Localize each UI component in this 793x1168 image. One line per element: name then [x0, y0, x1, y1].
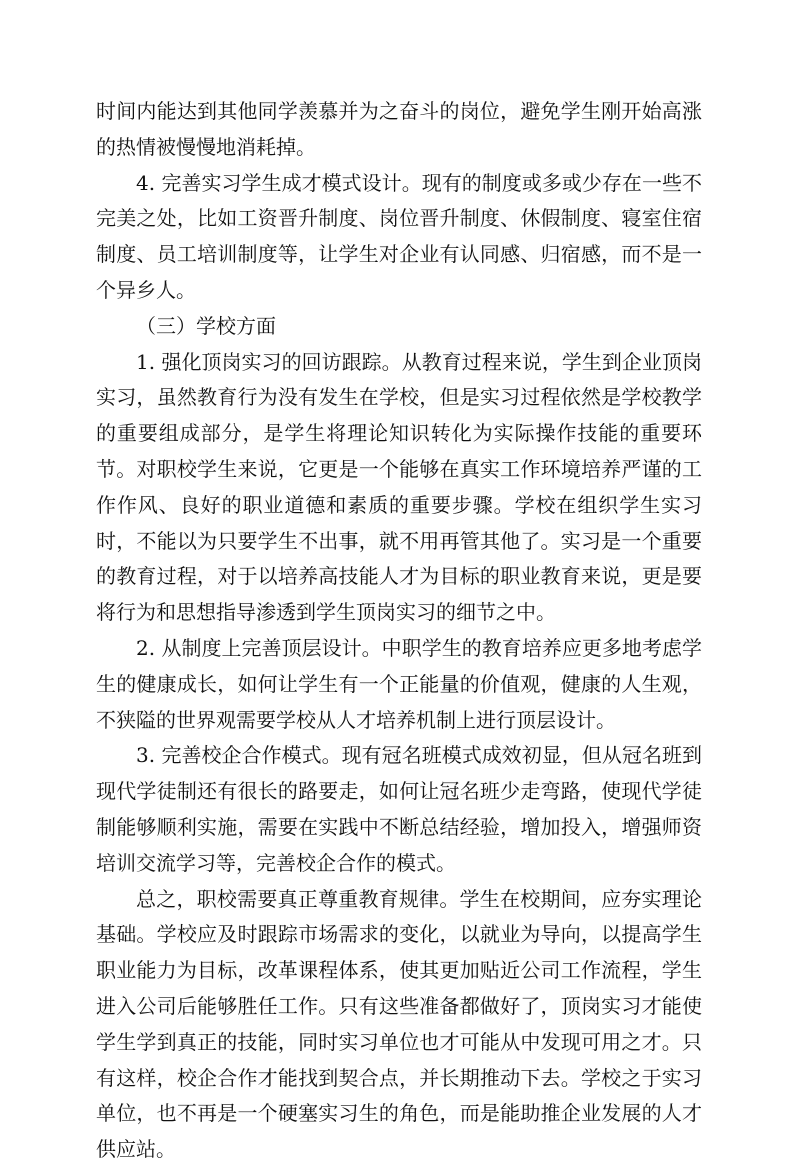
paragraph-school-item-1: 1. 强化顶岗实习的回访跟踪。从教育过程来说，学生到企业顶岗实习，虽然教育行为没有发生在学校，但是实习过程依然是学校教学的重要组成部分，是学生将理论知识转化为实际操作技能的重要环节。对职校学生来说，它更是一个能够在真实工作环境培养严谨的工作作风、良好的职业道德和素质的重要步骤。学校在组织学生实习时，不能以为只要学生不出事，就不用再管其他了。实习是一个重要的教育过程，对于以培养高技能人才为目标的职业教育来说，更是要将行为和思想指导渗透到学生顶岗实习的细节之中。 [96, 349, 702, 625]
paragraph-conclusion: 总之，职校需要真正尊重教育规律。学生在校期间，应夯实理论基础。学校应及时跟踪市场需求的变化，以就业为导向，以提高学生职业能力为目标，改革课程体系，使其更加贴近公司工作流程，学生进入公司后能够胜任工作。只有这些准备都做好了，顶岗实习才能使学生学到真正的技能，同时实习单位也才可能从中发现可用之才。只有这样，校企合作才能找到契合点，并长期推动下去。学校之于实习单位，也不再是一个硬塞实习生的角色，而是能助推企业发展的人才供应站。 [96, 886, 702, 1162]
paragraph-school-item-2: 2. 从制度上完善顶层设计。中职学生的教育培养应更多地考虑学生的健康成长，如何让学生有一个正能量的价值观，健康的人生观，不狭隘的世界观需要学校从人才培养机制上进行顶层设计。 [96, 635, 702, 732]
paragraph-continued: 时间内能达到其他同学羡慕并为之奋斗的岗位，避免学生刚开始高涨的热情被慢慢地消耗掉。 [96, 99, 702, 159]
paragraph-school-item-3: 3. 完善校企合作模式。现有冠名班模式成效初显，但从冠名班到现代学徒制还有很长的路要走，如何让冠名班少走弯路，使现代学徒制能够顺利实施，需要在实践中不断总结经验，增加投入，增强师资培训交流学习等，完善校企合作的模式。 [96, 743, 702, 875]
document-page [96, 94, 702, 1168]
section-heading-school: （三）学校方面 [136, 313, 276, 338]
paragraph-enterprise-item-4: 4. 完善实习学生成才模式设计。现有的制度或多或少存在一些不完美之处，比如工资晋升制度、岗位晋升制度、休假制度、寝室住宿制度、员工培训制度等，让学生对企业有认同感、归宿感，而不是一个异乡人。 [96, 170, 702, 302]
